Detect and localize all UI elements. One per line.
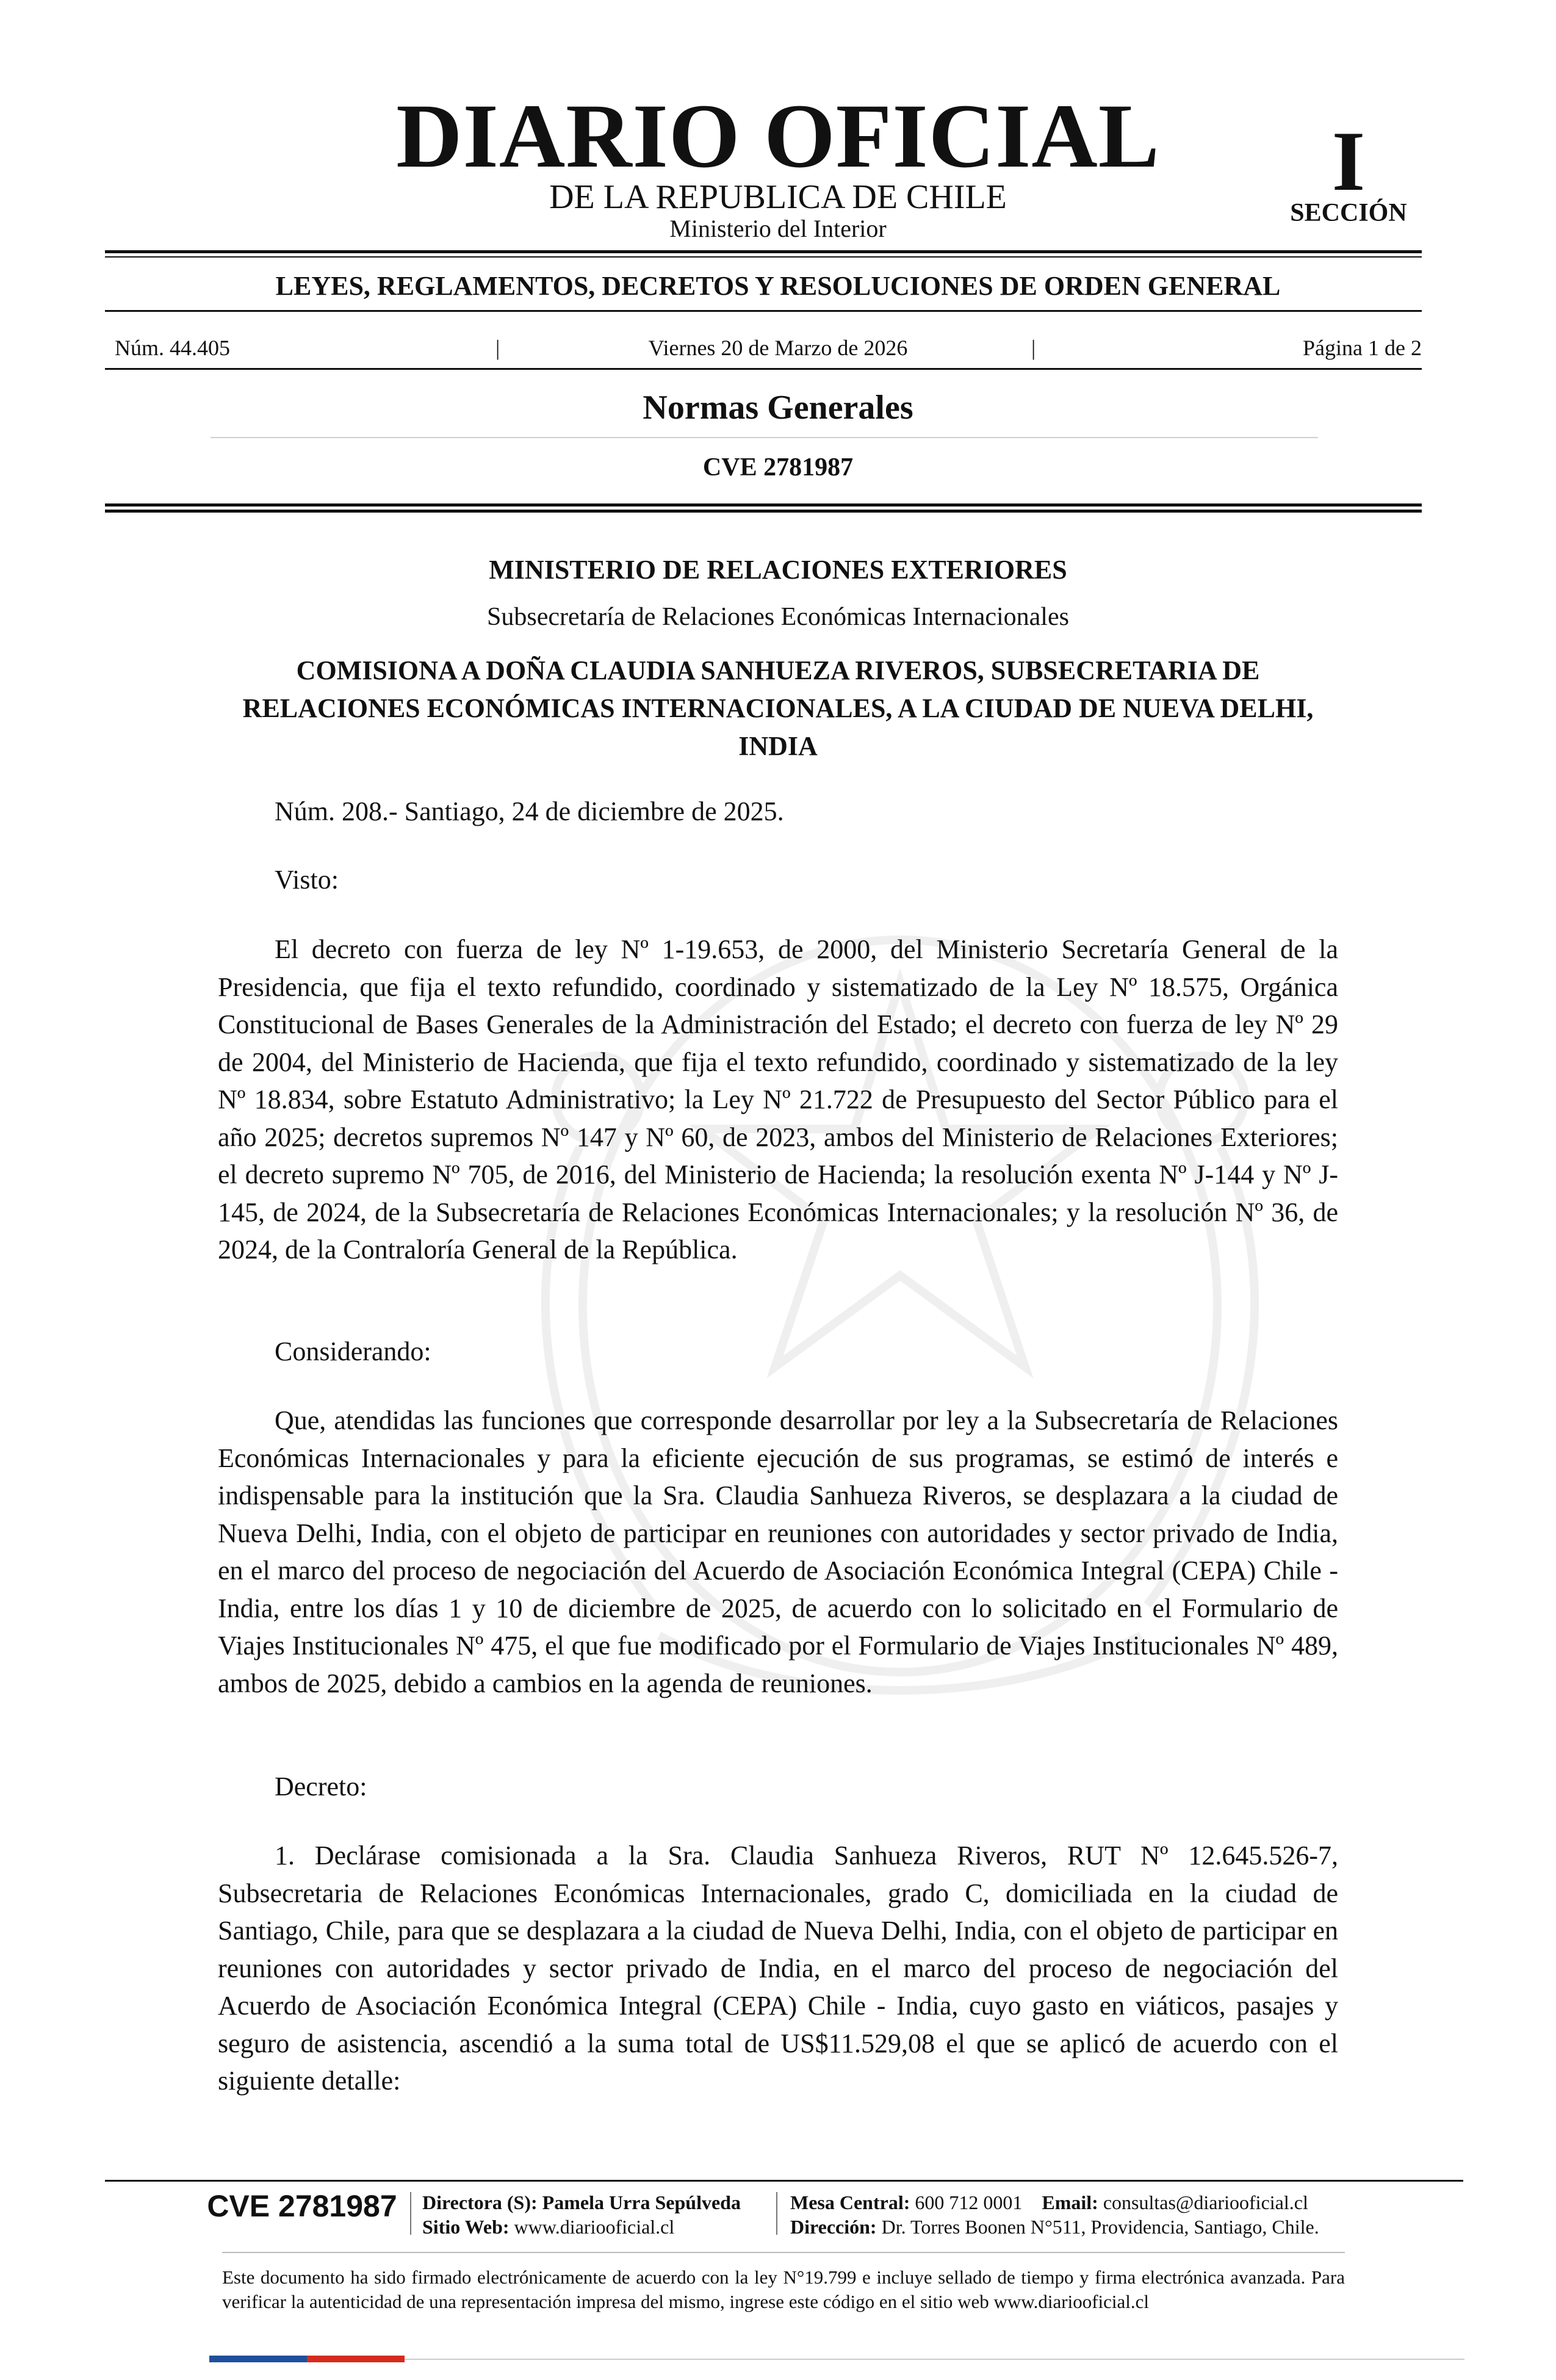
masthead-subtitle: DE LA REPUBLICA DE CHILE	[549, 178, 1007, 216]
footer-direccion: Dirección: Dr. Torres Boonen N°511, Providencia, Santiago, Chile.	[790, 2216, 1319, 2238]
visto-label: Visto:	[275, 865, 339, 895]
footer-mesa-central: Mesa Central: 600 712 0001 Email: consultas@diariooficial.cl	[790, 2191, 1308, 2213]
section-number: I	[1331, 114, 1366, 209]
header-rule-bottom-2	[105, 510, 1422, 513]
visto-paragraph: El decreto con fuerza de ley Nº 1-19.653, de 2000, del Ministerio Secretaría General de la Presidencia, que fija el texto refundido, coordinado y sistematizado de la Ley Nº 18.575, Orgánica Constitucional de Bases Generales de la Administración del Estado; el decreto con fuerza de ley Nº 29 de 2004, del Ministerio de Hacienda, que fija el texto refundido, coordinado y sistematizado de la ley Nº 18.834, sobre Estatuto Administrativo; la Ley Nº 21.722 de Presupuesto del Sector Público para el año 2025; decretos supremos Nº 147 y Nº 60, de 2023, ambos del Ministerio de Relaciones Exteriores; el decreto supremo Nº 705, de 2016, del Ministerio de Hacienda; la resolución exenta Nº J-144 y Nº J-145, de 2024, de la Subsecretaría de Relaciones Económicas Internacionales; y la resolución Nº 36, de 2024, de la Contraloría General de la República.	[218, 934, 1338, 1264]
section-label: SECCIÓN	[1290, 199, 1407, 227]
decree-title: COMISIONA A DOÑA CLAUDIA SANHUEZA RIVEROS, SUBSECRETARIA DE RELACIONES ECONÓMICAS INTERNACIONALES, A LA CIUDAD DE NUEVA DELHI, INDIA	[242, 655, 1314, 761]
considerando-label: Considerando:	[275, 1336, 431, 1366]
flag-stripe-red	[307, 2356, 405, 2362]
footer-sitio: Sitio Web: www.diariooficial.cl	[422, 2216, 675, 2238]
considerando-paragraph: Que, atendidas las funciones que corresponde desarrollar por ley a la Subsecretaría de Relaciones Económicas Internacionales y para la eficiente ejecución de sus programas, se estimó de interés e indispensable para la institución que la Sra. Claudia Sanhueza Riveros, se desplazara a la ciudad de Nueva Delhi, India, con el objeto de participar en reuniones con autoridades y sector privado de India, en el marco del proceso de negociación del Acuerdo de Asociación Económica Integral (CEPA) Chile - India, entre los días 1 y 10 de diciembre de 2025, de acuerdo con lo solicitado en el Formulario de Viajes Institucionales Nº 475, el que fue modificado por el Formulario de Viajes Institucionales Nº 489, ambos de 2025, debido a cambios en la agenda de reuniones.	[218, 1405, 1338, 1698]
footer-cve-code: CVE 2781987	[207, 2189, 397, 2223]
issue-number: Núm. 44.405	[115, 336, 230, 360]
meta-separator: |	[495, 336, 500, 360]
masthead-rule-top	[105, 250, 1422, 253]
footer-directora: Directora (S): Pamela Urra Sepúlveda	[422, 2191, 741, 2213]
page-indicator: Página 1 de 2	[1303, 336, 1422, 360]
masthead-rule-top-thin	[105, 256, 1422, 258]
issue-date: Viernes 20 de Marzo de 2026	[648, 336, 908, 360]
banner-rule	[105, 310, 1422, 312]
masthead-ministry: Ministerio del Interior	[669, 215, 887, 242]
section-banner: LEYES, REGLAMENTOS, DECRETOS Y RESOLUCIONES DE ORDEN GENERAL	[275, 271, 1281, 301]
decreto-article-1: 1. Declárase comisionada a la Sra. Claudia Sanhueza Riveros, RUT Nº 12.645.526-7, Subsecretaria de Relaciones Económicas Internacionales, grado C, domiciliada en la ciudad de Santiago, Chile, para que se desplazara a la ciudad de Nueva Delhi, India, con el objeto de participar en reuniones con autoridades y sector privado de India, en el marco del proceso de negociación del Acuerdo de Asociación Económica Integral (CEPA) Chile - India, cuyo gasto en viáticos, pasajes y seguro de asistencia, ascendió a la suma total de US$11.529,08 el que se aplicó de acuerdo con el siguiente detalle:	[218, 1841, 1338, 2096]
footer-divider	[410, 2192, 411, 2235]
ministry-heading: MINISTERIO DE RELACIONES EXTERIORES	[489, 555, 1067, 585]
footer-website-link[interactable]: www.diariooficial.cl	[514, 2216, 675, 2238]
decree-number: Núm. 208.- Santiago, 24 de diciembre de 2025.	[275, 796, 784, 826]
meta-rule	[105, 368, 1422, 370]
subsecretaria-heading: Subsecretaría de Relaciones Económicas Internacionales	[487, 603, 1069, 631]
footer-divider	[776, 2192, 777, 2235]
meta-separator: |	[1031, 336, 1036, 360]
cve-code: CVE 2781987	[702, 453, 854, 481]
footer-email-link[interactable]: consultas@diariooficial.cl	[1103, 2191, 1308, 2213]
normas-heading: Normas Generales	[643, 389, 913, 427]
normas-divider	[211, 437, 1318, 438]
footer-rule	[105, 2180, 1463, 2182]
decreto-label: Decreto:	[275, 1772, 367, 1801]
flag-stripe-blue	[209, 2356, 307, 2362]
footer-signature-note: Este documento ha sido firmado electrónicamente de acuerdo con la ley N°19.799 e incluye sellado de tiempo y firma electrónica avanzada. Para verificar la autenticidad de una representación impresa del mismo, ingrese este código en el sitio web www.diariooficial.cl	[222, 2266, 1345, 2312]
masthead-title: DIARIO OFICIAL	[396, 85, 1160, 187]
footer-note-divider	[222, 2252, 1345, 2253]
header-rule-bottom	[105, 503, 1422, 507]
